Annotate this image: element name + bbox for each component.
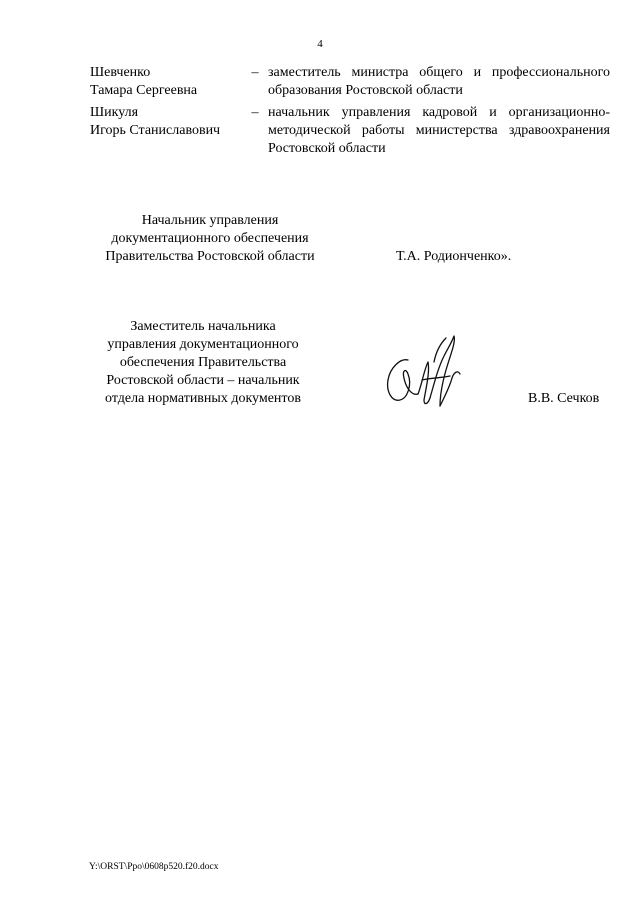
signer-title-line: Заместитель начальника <box>130 319 276 334</box>
signer-title-line: Правительства Ростовской области <box>105 249 315 264</box>
member-role: начальник управления кадровой и организационно-методической работы министерства здравоохранения Ростовской области <box>268 105 610 156</box>
member-surname: Шевченко <box>90 65 151 80</box>
member-surname: Шикуля <box>90 105 139 120</box>
signer-name: Т.А. Родионченко». <box>396 249 512 264</box>
signer-title-line: Ростовской области – начальник <box>106 373 300 388</box>
member-role: заместитель министра общего и профессионального образования Ростовской области <box>268 65 610 98</box>
member-name <box>90 64 250 100</box>
signer-title-line: отдела нормативных документов <box>105 391 301 406</box>
signer-title-line: обеспечения Правительства <box>119 355 287 370</box>
signer-name: В.В. Сечков <box>528 391 600 406</box>
signer-title-line: документационного обеспечения <box>111 231 309 246</box>
signer-title-line: управления документационного <box>107 337 299 352</box>
handwritten-signature-icon <box>378 322 468 414</box>
member-given-names: Игорь Станиславович <box>90 123 221 138</box>
signer-title-line: Начальник управления <box>141 213 279 228</box>
signer-title <box>82 318 324 408</box>
dash-separator: – <box>251 65 259 80</box>
member-given-names: Тамара Сергеевна <box>90 83 198 98</box>
signer-title <box>88 212 332 266</box>
page-number: 4 <box>317 38 323 50</box>
member-name <box>90 104 250 140</box>
file-path-footer: Y:\ORST\Ppo\0608p520.f20.docx <box>89 862 219 872</box>
dash-separator: – <box>251 105 259 120</box>
